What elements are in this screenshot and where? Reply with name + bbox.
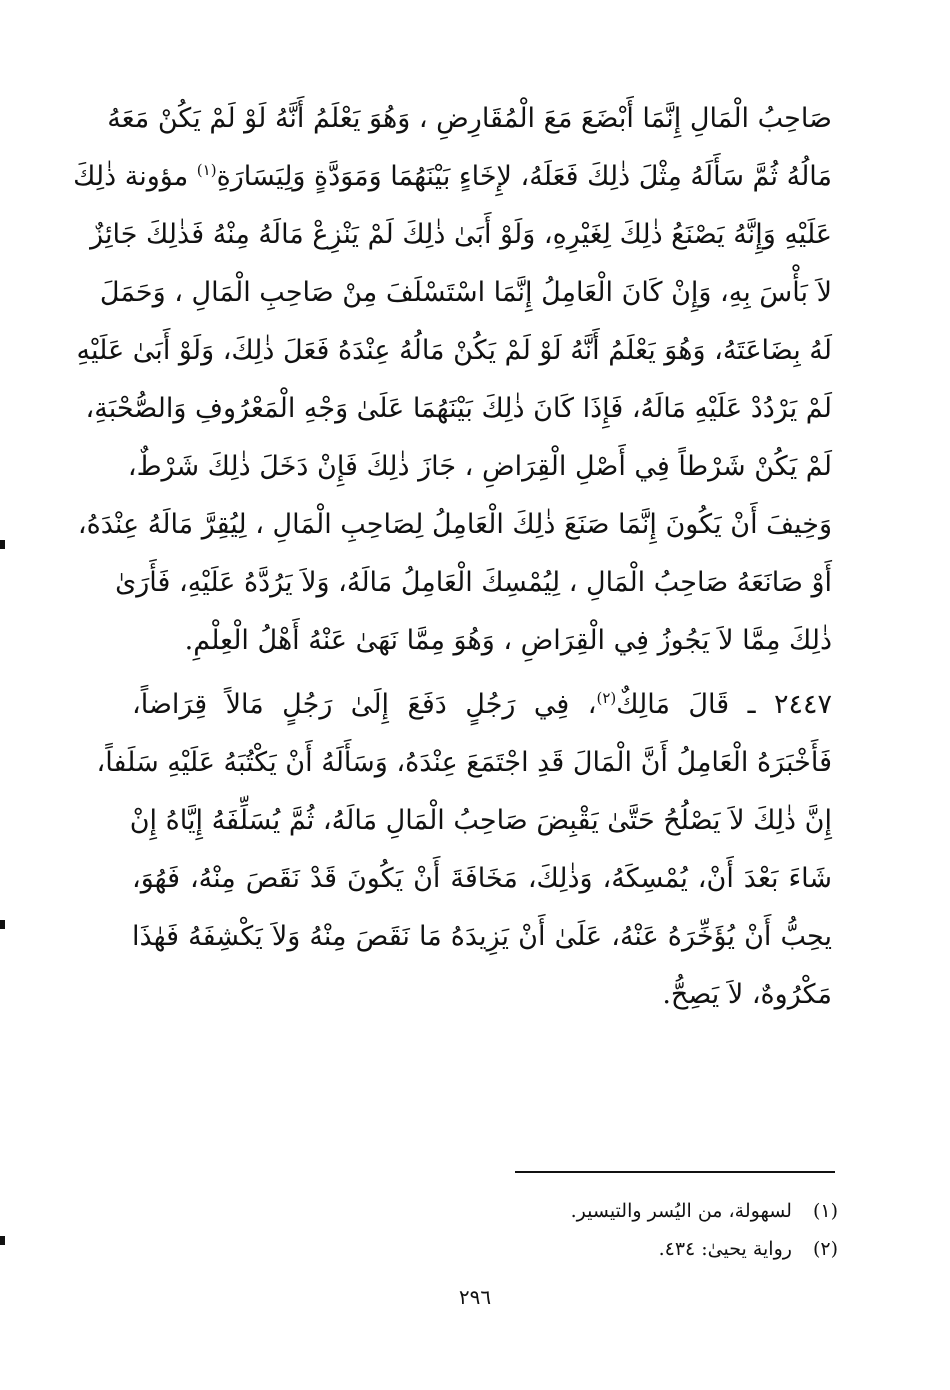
text-line: فَأَخْبَرَهُ الْعَامِلُ أَنَّ الْمَالَ قَدِ اجْتَمَعَ عِنْدَهُ، وَسَأَلَهُ أَنْ يَكْتُبَهُ عَلَيْهِ سَلَفاً، [96,747,832,778]
footnote-number: (١) [812,1200,838,1222]
scan-mark [0,920,5,929]
footnote-marker-2: (٢) [596,689,617,707]
text-line: وَخِيفَ أَنْ يَكُونَ إِنَّمَا صَنَعَ ذٰلِكَ الْعَامِلُ لِصَاحِبِ الْمَالِ ، لِيُقِرَّ مَالَهُ عِنْدَهُ، [77,509,832,540]
paragraph-2 [96,676,832,1024]
text-line: يحِبُّ أَنْ يُؤَخِّرَهُ عَنْهُ، عَلَىٰ أَنْ يَزِيدَهُ مَا نَقَصَ مِنْهُ وَلاَ يَكْشِفَهُ فَهٰذَا [132,921,832,952]
text-line: صَاحِبُ الْمَالِ إِنَّمَا أَبْضَعَ مَعَ الْمُقَارِضِ ، وَهُوَ يَعْلَمُ أَنَّهُ لَوْ لَمْ يَكُنْ مَعَهُ [107,103,832,134]
text-line: لاَ بَأْسَ بِهِ، وَإِنْ كَانَ الْعَامِلُ إِنَّمَا اسْتَسْلَفَ مِنْ صَاحِبِ الْمَالِ ، وَحَمَلَ [99,277,832,308]
scan-mark [0,1236,5,1245]
scan-mark [0,540,5,549]
text-segment: مَالُهُ ثُمَّ سَأَلَهُ مِثْلَ ذٰلِكَ فَعَلَهُ، لإِخَاءٍ بَيْنَهُمَا وَمَوَدَّةٍ وَلِيَسَارَةِ [216,161,832,192]
paragraph-1 [73,90,832,670]
text-line: مَكْرُوهٌ، لاَ يَصِحُّ. [662,979,832,1010]
text-line: لَمْ يَرْدُدْ عَلَيْهِ مَالَهُ، فَإِذَا كَانَ ذٰلِكَ بَيْنَهُمَا عَلَىٰ وَجْهِ الْمَعْرُوفِ وَالصُّحْبَةِ، [85,393,832,424]
text-line: إِنَّ ذٰلِكَ لاَ يَصْلُحُ حَتَّىٰ يَقْبِضَ صَاحِبُ الْمَالِ مَالَهُ، ثُمَّ يُسَلِّفَهُ إِيَّاهُ إِنْ [129,805,832,836]
footnote-2 [430,1230,838,1268]
footnote-number: (٢) [812,1238,838,1260]
text-line: لَمْ يَكُنْ شَرْطاً فِي أَصْلِ الْقِرَاضِ ، جَازَ ذٰلِكَ فَإِنْ دَخَلَ ذٰلِكَ شَرْطٌ، [127,451,832,482]
text-line: أَوْ صَانَعَهُ صَاحِبُ الْمَالِ ، لِيُمْسِكَ الْعَامِلُ مَالَهُ، وَلاَ يَرُدَّهُ عَلَيْهِ، فَأَرَىٰ [115,567,832,598]
footnote-1 [430,1192,838,1230]
footnote-text: رواية يحيىٰ: ٤٣٤. [658,1238,792,1260]
text-line: لَهُ بِضَاعَتَهُ، وَهُوَ يَعْلَمُ أَنَّهُ لَوْ لَمْ يَكُنْ مَالُهُ عِنْدَهُ فَعَلَ ذٰلِكَ، وَلَوْ أَبَىٰ عَلَيْهِ [76,335,832,366]
text-line-with-footnote [73,148,832,206]
text-line: ذٰلِكَ مِمَّا لاَ يَجُوزُ فِي الْقِرَاضِ ، وَهُوَ مِمَّا نَهَىٰ عَنْهُ أَهْلُ الْعِلْمِ. [184,625,832,656]
text-segment: ـ قَالَ مَالِكٌ [616,689,774,720]
footnote-divider [515,1171,835,1173]
text-segment: ، فِي رَجُلٍ دَفَعَ إِلَىٰ رَجُلٍ مَالاً قِرَاضاً، [132,689,597,720]
page-number: ٢٩٦ [458,1285,492,1309]
text-line: شَاءَ بَعْدَ أَنْ، يُمْسِكَهُ، وَذٰلِكَ، مَخَافَةَ أَنْ يَكُونَ قَدْ نَقَصَ مِنْهُ، فَهُوَ، [132,863,832,894]
footnotes [430,1192,838,1268]
footnote-marker-1: (١) [196,161,217,179]
text-line-with-number [132,676,832,734]
footnote-text: لسهولة، من اليُسر والتيسير. [570,1200,792,1222]
text-segment: مؤونة ذٰلِكَ [73,161,197,192]
entry-number: ٢٤٤٧ [773,689,832,720]
text-line: عَلَيْهِ وَإِنَّهُ يَصْنَعُ ذٰلِكَ لِغَيْرِهِ، وَلَوْ أَبَىٰ ذٰلِكَ لَمْ يَنْزِعْ مَالَهُ مِنْهُ فَذٰلِكَ جَائِزٌ [90,219,832,250]
